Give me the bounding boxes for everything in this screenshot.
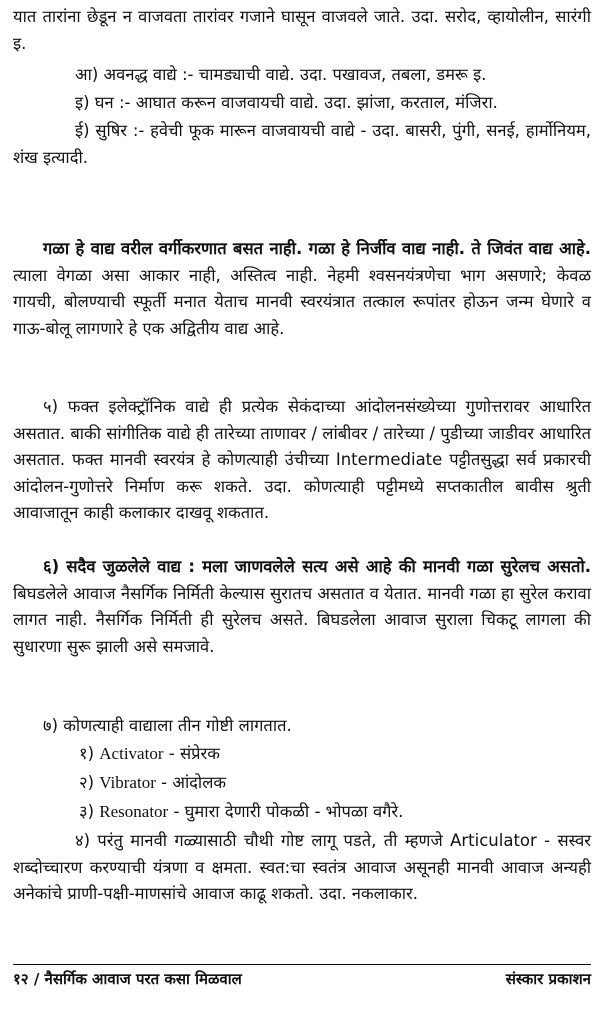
list-item-vibrator <box>79 770 226 797</box>
list-description: घुमारा देणारी पोकळी - भोपळा वगैरे. <box>184 802 404 821</box>
paragraph-string-instruments: यात तारांना छेडून न वाजवता तारांवर गजाने घासून वाजवले जाते. उदा. सरोद, व्हायोलीन, सारंगी इ. <box>13 7 591 53</box>
footer-page-title: १२ / नैसर्गिक आवाज परत कसा मिळवाल <box>13 970 242 988</box>
list-number: ३) <box>79 802 95 821</box>
list-item-resonator <box>79 799 403 826</box>
footer-divider <box>13 964 591 965</box>
list-term: Resonator <box>99 802 169 821</box>
paragraph-articulator: ४) परंतु मानवी गळ्यासाठी चौथी गोष्ट लागू पडते, ती म्हणजे Articulator - सस्वर शब्दोच्चारण करण्याची यंत्रणा व क्षमता. स्वत:चा स्वतंत्र आवाज असूनही मानवी आवाज अन्यही अनेकांचे प्राणी-पक्षी-माणसांचे आवाज काढू शकतो. उदा. नकलाकार. <box>13 831 591 903</box>
list-separator: - <box>155 773 173 792</box>
list-description: आंदोलक <box>172 773 227 792</box>
list-description: संप्रेरक <box>179 744 220 763</box>
list-term: Activator <box>99 744 164 763</box>
paragraph-electronic-instruments: ५) फक्त इलेक्ट्रॉनिक वाद्ये ही प्रत्येक सेकंदाच्या आंदोलनसंख्येच्या गुणोत्तरावर आधारित असतात. बाकी सांगीतिक वाद्ये ही तारेच्या ताणावर / लांबीवर / तारेच्या / पुडीच्या जाडीवर आधारित असतात. फक्त मानवी स्वरयंत्र हे कोणत्याही उंचीच्या Intermediate पट्टीतसुद्धा सर्व प्रकारची आंदोलन-गुणोत्तरे निर्माण करू शकते. उदा. कोणत्याही पट्टीमध्ये सप्तकातील बावीस श्रुती आवाजातून काही कलाकार दाखवू शकतात. <box>13 397 591 522</box>
always-tuned-body: बिघडलेले आवाज नैसर्गिक निर्मिती केल्यास सुरातच असतात व येतात. मानवी गळा हा सुरेल करावा लागत नाही. नैसर्गिक निर्मिती ही सुरेलच असते. बिघडलेला आवाज सुराला चिकटू लागला की सुधारणा सुरू झाली असे समजावे. <box>13 583 591 656</box>
paragraph-throat-classification <box>13 236 591 342</box>
paragraph-three-things: ७) कोणत्याही वाद्याला तीन गोष्टी लागतात. <box>43 716 292 735</box>
always-tuned-heading: ६) सदैव जुळलेले वाद्य : मला जाणवलेले सत्य असे आहे की मानवी गळा सुरेलच असतो. <box>43 557 591 576</box>
book-page <box>13 4 591 1004</box>
list-separator: - <box>163 744 180 763</box>
paragraph-sushir: ई) सुषिर :- हवेची फूक मारून वाजवायची वाद्ये - उदा. बासरी, पुंगी, सनई, हार्मोनियम, शंख इत्यादी. <box>13 121 591 167</box>
list-number: १) <box>79 744 95 763</box>
list-separator: - <box>168 802 185 821</box>
list-number: २) <box>79 773 95 792</box>
list-term: Vibrator <box>99 773 156 792</box>
paragraph-ghan: इ) घन :- आघात करून वाजवायची वाद्ये. उदा. झांजा, करताल, मंजिरा. <box>75 93 498 112</box>
footer-publisher: संस्कार प्रकाशन <box>505 970 591 988</box>
paragraph-always-tuned <box>13 554 591 660</box>
list-item-activator <box>79 741 220 768</box>
throat-body: त्याला वेगळा असा आकार नाही, अस्तित्व नाही. नेहमी श्वसनयंत्रणेचा भाग असणारे; केवळ गायची, बोलण्याची स्फूर्ती मनात येताच मानवी स्वरयंत्रात तत्काल रूपांतर होऊन जन्म घेणारे व गाऊ-बोलू लागणारे हे एक अद्वितीय वाद्य आहे. <box>13 265 591 338</box>
paragraph-avanaddha: आ) अवनद्ध वाद्ये :- चामड्याची वाद्ये. उदा. पखावज, तबला, डमरू इ. <box>75 65 487 84</box>
throat-heading: गळा हे वाद्य वरील वर्गीकरणात बसत नाही. गळा हे निर्जीव वाद्य नाही. ते जिवंत वाद्य आहे. <box>43 239 591 258</box>
